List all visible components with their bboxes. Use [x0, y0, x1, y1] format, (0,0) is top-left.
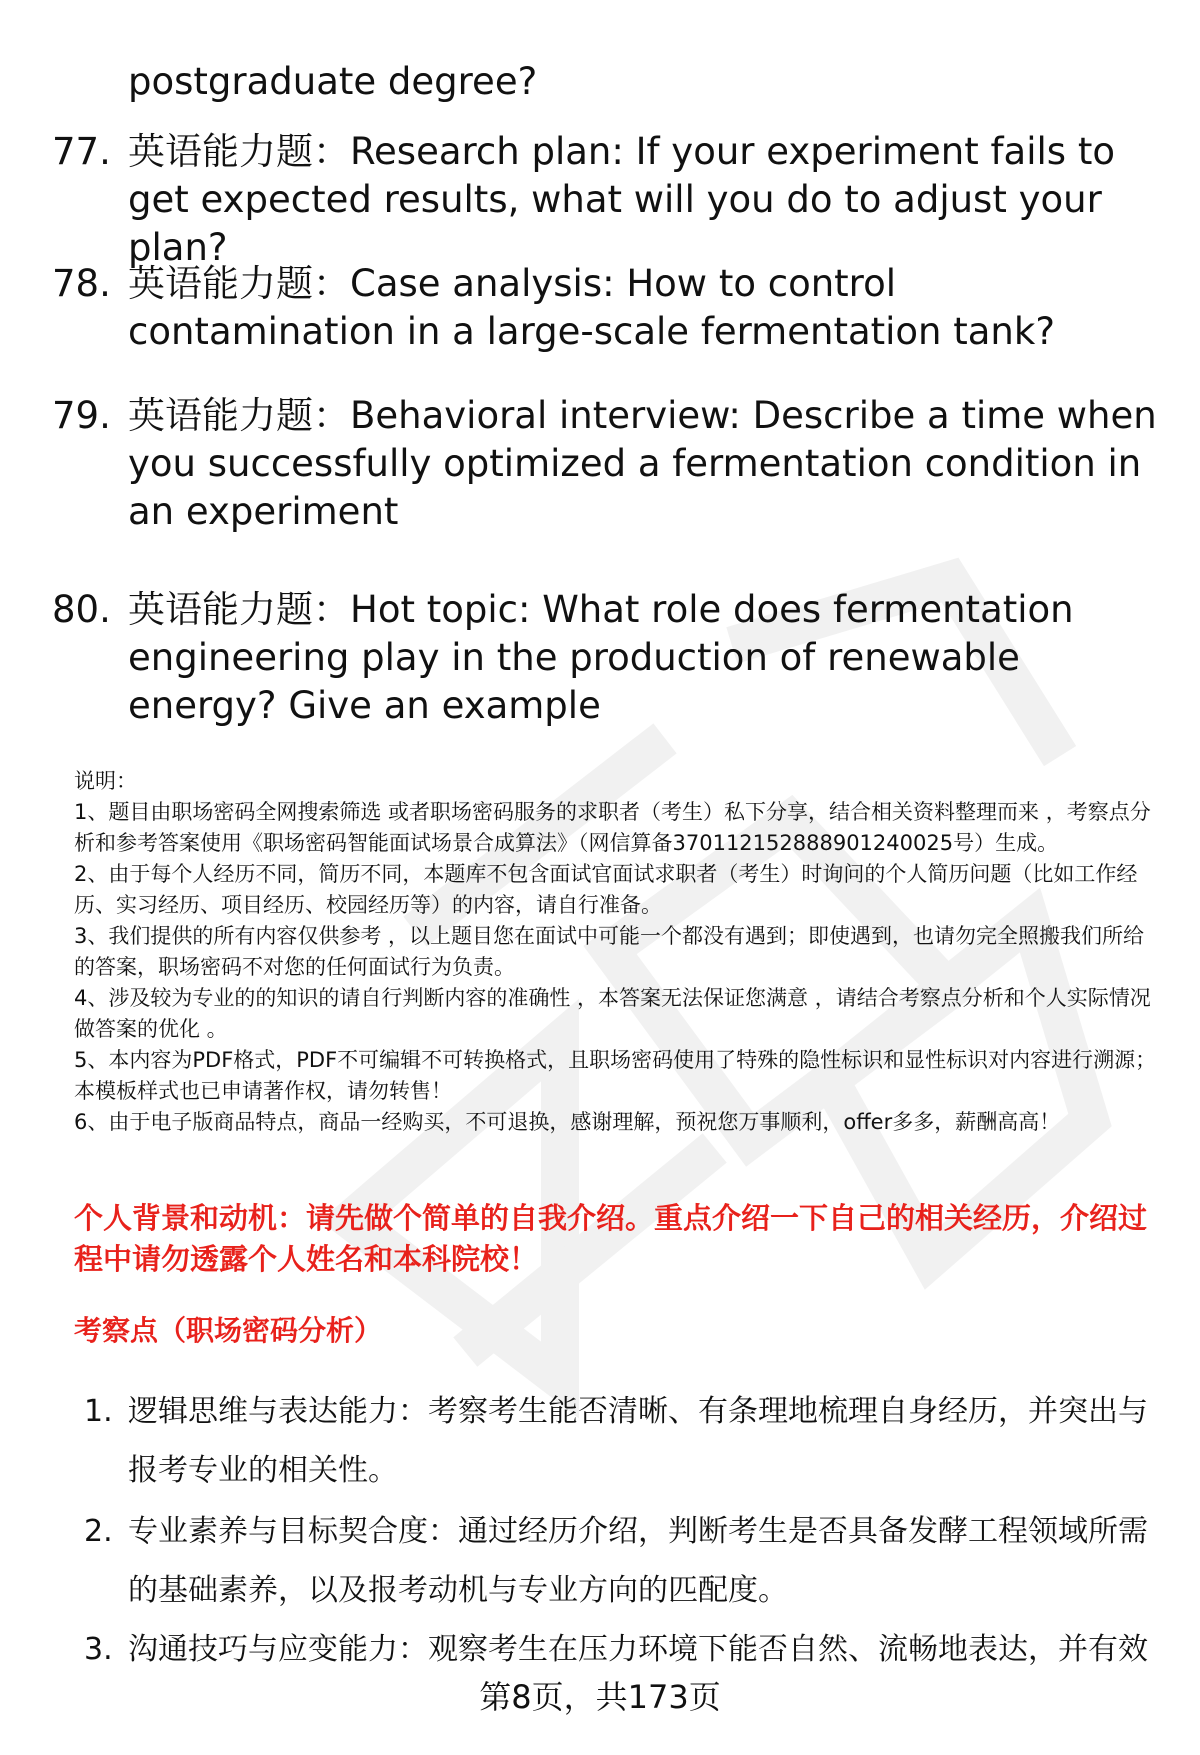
question-text: 英语能力题：Hot topic: What role does fermentation engineering play in the production of renewable energy? Give an example	[128, 588, 1074, 727]
point-number: 2.	[84, 1514, 113, 1549]
note-item: 6、由于电子版商品特点，商品一经购买，不可退换，感谢理解，预祝您万事顺利，offer多多，薪酬高高！	[74, 1110, 1061, 1134]
note-item: 3、我们提供的所有内容仅供参考 ，以上题目您在面试中可能一个都没有遇到；即使遇到，也请勿完全照搬我们所给的答案，职场密码不对您的任何面试行为负责。	[74, 924, 1145, 979]
point-text: 专业素养与目标契合度：通过经历介绍，判断考生是否具备发酵工程领域所需的基础素养，以及报考动机与专业方向的匹配度。	[128, 1514, 1148, 1608]
question-number: 80.	[52, 588, 111, 631]
section-heading: 个人背景和动机：请先做个简单的自我介绍。重点介绍一下自己的相关经历，介绍过程中请勿透露个人姓名和本科院校！	[74, 1201, 1148, 1276]
note-item: 5、本内容为PDF格式，PDF不可编辑不可转换格式，且职场密码使用了特殊的隐性标识和显性标识对内容进行溯源；本模板样式也已申请著作权，请勿转售！	[74, 1048, 1157, 1103]
question-number: 78.	[52, 262, 111, 305]
question-text: 英语能力题：Case analysis: How to control contamination in a large-scale fermentation tank?	[128, 262, 1055, 353]
point-number: 3.	[84, 1632, 113, 1667]
note-item: 1、题目由职场密码全网搜索筛选 或者职场密码服务的求职者（考生）私下分享，结合相关资料整理而来 ，考察点分析和参考答案使用《职场密码智能面试场景合成算法》（网信算备370112152888901240025号）生成。	[74, 800, 1151, 855]
page-footer: 第8页，共173页	[479, 1678, 721, 1716]
continued-question-text: postgraduate degree?	[128, 60, 538, 103]
note-item: 4、涉及较为专业的的知识的请自行判断内容的准确性 ，本答案无法保证您满意 ，请结合考察点分析和个人实际情况做答案的优化 。	[74, 986, 1151, 1041]
note-item: 2、由于每个人经历不同，简历不同，本题库不包含面试官面试求职者（考生）时询问的个人简历问题（比如工作经历、实习经历、项目经历、校园经历等）的内容，请自行准备。	[74, 862, 1138, 917]
point-text: 逻辑思维与表达能力：考察考生能否清晰、有条理地梳理自身经历，并突出与报考专业的相关性。	[128, 1394, 1148, 1488]
question-number: 77.	[52, 130, 111, 173]
notes-block	[74, 766, 1164, 1138]
notes-title: 说明：	[74, 769, 137, 793]
question-number: 79.	[52, 394, 111, 437]
question-text: 英语能力题：Behavioral interview: Describe a time when you successfully optimized a fermentation condition in an experiment	[128, 394, 1157, 533]
analysis-heading: 考察点（职场密码分析）	[74, 1314, 383, 1347]
point-number: 1.	[84, 1394, 113, 1429]
question-text: 英语能力题：Research plan: If your experiment fails to get expected results, what will you do to adjust your plan?	[128, 130, 1115, 269]
point-text: 沟通技巧与应变能力：观察考生在压力环境下能否自然、流畅地表达，并有效	[128, 1632, 1148, 1667]
